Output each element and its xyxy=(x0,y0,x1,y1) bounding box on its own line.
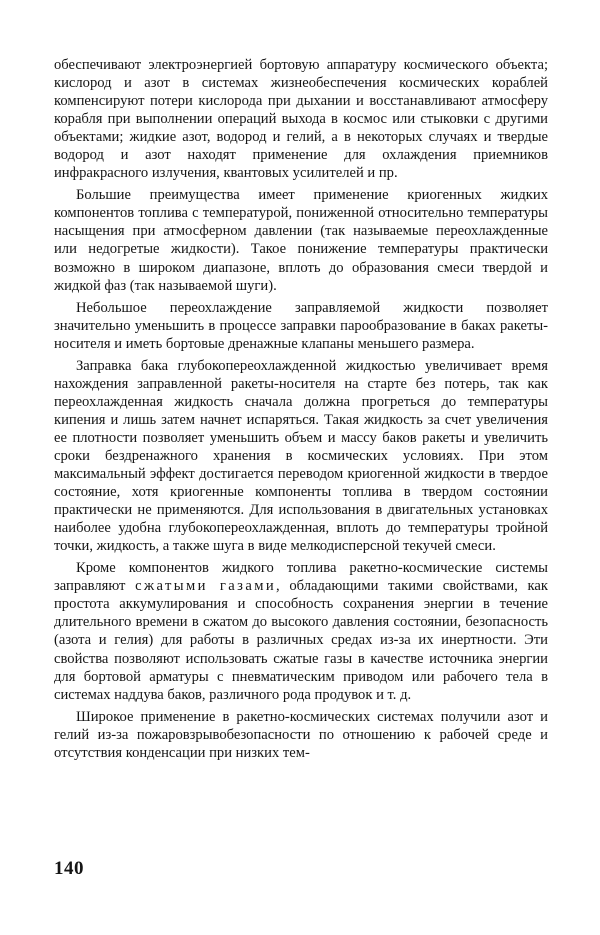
compressed-gases-intro: Кроме компонентов жидкого топлива ракетно-космические системы заправляют xyxy=(54,560,548,595)
compressed-gases-rest: , обладающими такими свойствами, как простота аккумулирования и способность сохранения энергии в течение длительного времени в сжатом до высокого давления состоянии, безопасность (азота и гелия) для работы в различных средах из-за их инертности. Эти свойства позволяют использовать сжатые газы в качестве источника энергии для бортовой арматуры с пневматическим приводом или рабочего тела в системах наддува баков, различного рода продувок и т. д. xyxy=(54,578,548,703)
paragraph-small-subcooling: Небольшое переохлаждение заправляемой жидкости позволяет значительно уменьшить в процессе заправки парообразование в баках ракеты-носителя и иметь бортовые дренажные клапаны меньшего размера. xyxy=(54,299,548,352)
paragraph-nitrogen-helium: Широкое применение в ракетно-космических системах получили азот и гелий из-за пожаровзрывобезопасности по отношению к рабочей среде и отсутствия конденсации при низких тем- xyxy=(54,708,548,761)
page-number: 140 xyxy=(54,858,84,879)
page-body xyxy=(54,56,548,766)
paragraph-onboard-supply: обеспечивают электроэнергией бортовую аппаратуру космического объекта; кислород и азот в системах жизнеобеспечения космических кораблей компенсируют потери кислорода при дыхании и восстанавливают атмосферу корабля при выполнении операций выхода в космос или стыковки с другими объектами; жидкие азот, водород и гелий, а в некоторых случаях и твердые водород и азот находят применение для охлаждения приемников инфракрасного излучения, квантовых усилителей и пр. xyxy=(54,57,548,182)
paragraph-subcooled-advantages: Большие преимущества имеет применение криогенных жидких компонентов топлива с температурой, пониженной относительно температуры насыщения при атмосферном давлении (так называемые переохлажденные или недогретые жидкости). Такое понижение температуры практически возможно в широком диапазоне, вплоть до образования смеси твердой и жидкой фаз (так называемой шуги). xyxy=(54,187,548,294)
paragraph-deep-subcooled-fueling: Заправка бака глубокопереохлажденной жидкостью увеличивает время нахождения заправленной ракеты-носителя на старте без потерь, так как переохлажденная жидкость сначала должна прогреться до температуры кипения и лишь затем начнет испаряться. Такая жидкость за счет увеличения ее плотности позволяет уменьшить объем и массу баков ракеты и увеличить сроки бездренажного хранения в космических условиях. При этом максимальный эффект достигается переводом криогенной жидкости в твердое состояние, хотя криогенные компоненты топлива в твердом состоянии практически не применяются. Для использования в двигательных установках наиболее удобна глубокопереохлажденная, вплоть до температуры тройной точки, жидкость, а также шуга в виде мелкодисперсной текучей смеси. xyxy=(54,357,548,555)
paragraph-compressed-gases xyxy=(54,559,548,703)
compressed-gases-emphasis: сжатыми газами xyxy=(135,578,277,595)
